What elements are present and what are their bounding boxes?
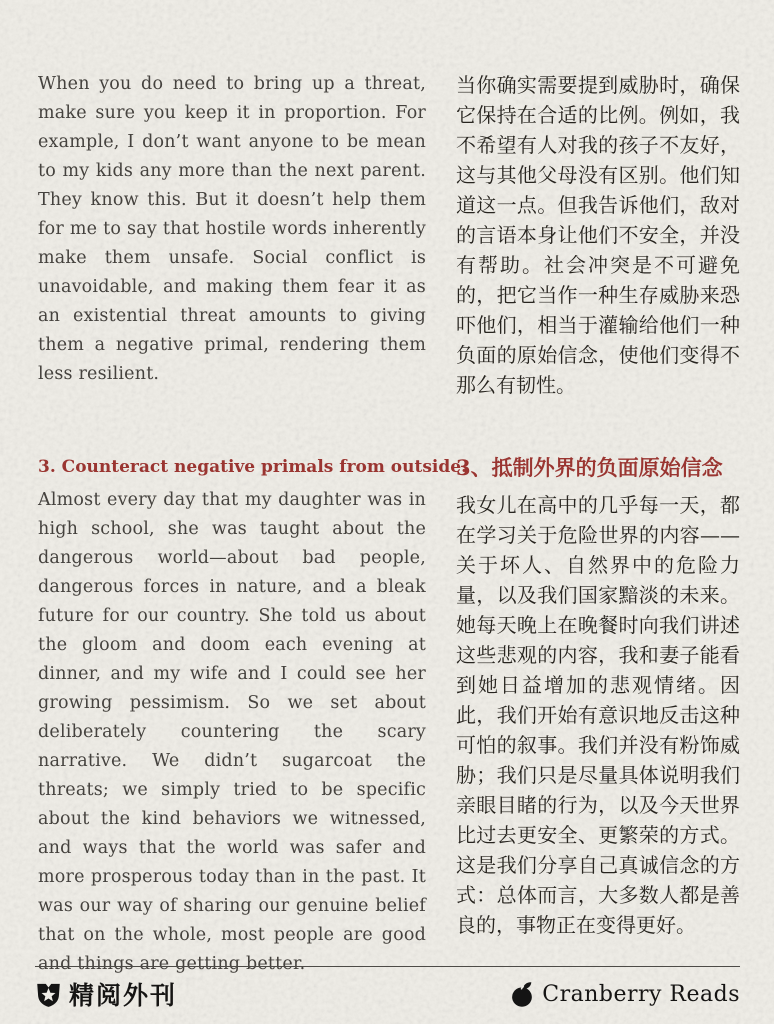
footer-brand-left-label: 精阅外刊 <box>69 981 178 1010</box>
chinese-section-heading: 3、抵制外界的负面原始信念 <box>456 455 723 480</box>
footer-brand-right-label: Cranberry Reads <box>542 981 740 1007</box>
star-badge-icon <box>35 981 62 1008</box>
chinese-paragraph-2: 我女儿在高中的几乎每一天，都在学习关于危险世界的内容——关于坏人、自然界中的危险力量，以及我们国家黯淡的未来。她每天晚上在晚餐时向我们讲述这些悲观的内容，我和妻子能看到她日益增加的悲观情绪。因此，我们开始有意识地反击这种可怕的叙事。我们并没有粉饰威胁；我们只是尽量具体说明我们亲眼目睹的行为，以及今天世界比过去更安全、更繁荣的方式。这是我们分享自己真诚信念的方式：总体而言，大多数人都是善良的，事物正在变得更好。 <box>456 493 740 937</box>
footer-brand-right <box>510 981 740 1008</box>
cranberry-icon <box>510 981 535 1008</box>
chinese-section-2 <box>456 455 740 940</box>
chinese-section-1 <box>456 70 740 455</box>
english-column <box>38 70 467 1024</box>
chinese-paragraph-1: 当你确实需要提到威胁时，确保它保持在合适的比例。例如，我不希望有人对我的孩子不友好，这与其他父母没有区别。他们知道这一点。但我告诉他们，敌对的言语本身让他们不安全，并没有帮助。社会冲突是不可避免的，把它当作一种生存威胁来恐吓他们，相当于灌输给他们一种负面的原始信念，使他们变得不那么有韧性。 <box>456 73 740 397</box>
english-paragraph-2: Almost every day that my daughter was in high school, she was taught about the dangerous world—about bad people, dangerous forces in nature, and a bleak future for our country. She told us about the gloom and doom each evening at dinner, and my wife and I could see her growing pessimism. So we set about deliberately countering the scary narrative. We didn’t sugarcoat the threats; we simply tried to be specific about the kind behaviors we witnessed, and ways that the world was safer and more prosperous today than in the past. It was our way of sharing our genuine belief that on the whole, most people are good and things are getting better. <box>38 490 426 974</box>
english-section-2 <box>38 455 467 979</box>
english-section-1 <box>38 70 426 455</box>
english-section-heading: 3. Counteract negative primals from outside. <box>38 457 467 477</box>
footer-brand-left <box>35 976 177 1012</box>
english-paragraph-1: When you do need to bring up a threat, make sure you keep it in proportion. For example, I don’t want anyone to be mean to my kids any more than the next parent. They know this. But it doesn’t help them for me to say that hostile words inherently make them unsafe. Social conflict is unavoidable, and making them fear it as an existential threat amounts to giving them a negative primal, rendering them less resilient. <box>38 74 426 384</box>
page-footer <box>35 966 740 1012</box>
chinese-column <box>456 70 740 1024</box>
